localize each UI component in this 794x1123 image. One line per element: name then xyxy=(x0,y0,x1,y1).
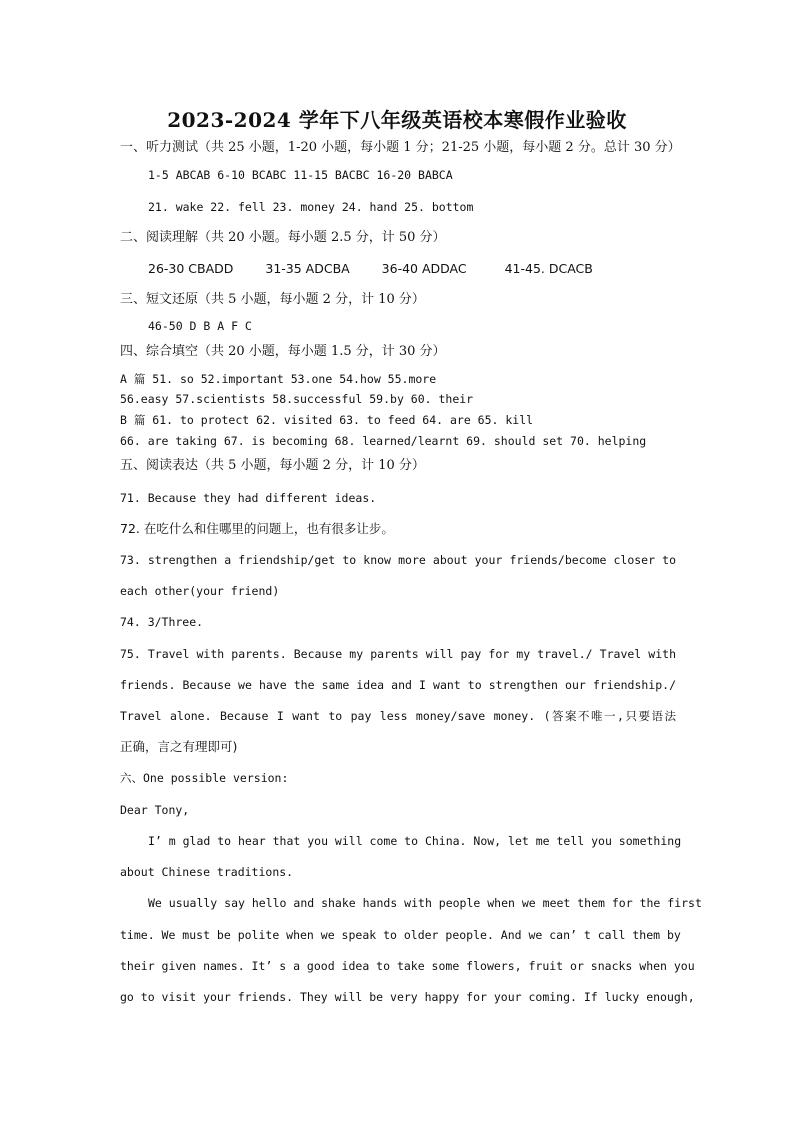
cloze-a-line1: A 篇 51. so 52.important 53.one 54.how 55.more xyxy=(120,372,437,386)
reading-answers xyxy=(148,261,593,277)
listening-answers-row1: 1-5 ABCAB 6-10 BCABC 11-15 BACBC 16-20 BABCA xyxy=(148,168,453,182)
letter-greeting: Dear Tony, xyxy=(120,803,190,817)
answer-73-line1: 73. strengthen a friendship/get to know more about your friends/become closer to xyxy=(120,553,676,567)
answer-73-line2: each other(your friend) xyxy=(120,584,280,598)
cloze-header: 四、综合填空（共 20 小题，每小题 1.5 分，计 30 分） xyxy=(120,344,446,359)
letter-p1-line1: I’ m glad to hear that you will come to China. Now, let me tell you something xyxy=(148,834,682,848)
answer-74: 74. 3/Three. xyxy=(120,615,204,629)
letter-p2-line4: go to visit your friends. They will be very happy for your coming. If lucky enough, xyxy=(120,990,695,1004)
reading-answer-1: 26-30 CBADD xyxy=(148,261,234,276)
restore-answers: 46-50 D B A F C xyxy=(148,319,252,333)
letter-p2-line1: We usually say hello and shake hands with people when we meet them for the first xyxy=(148,896,702,910)
answer-71: 71. Because they had different ideas. xyxy=(120,491,377,505)
reading-answer-3: 36-40 ADDAC xyxy=(381,261,467,276)
letter-p2-line3: their given names. It’ s a good idea to take some flowers, fruit or snacks when you xyxy=(120,959,695,973)
page-title: 2023-2024 学年下八年级英语校本寒假作业验收 xyxy=(167,108,627,132)
expression-header: 五、阅读表达（共 5 小题，每小题 2 分，计 10 分） xyxy=(120,458,425,473)
reading-answer-2: 31-35 ADCBA xyxy=(265,261,350,276)
letter-p2-line2: time. We must be polite when we speak to older people. And we can’ t call them by xyxy=(120,928,681,942)
listening-header: 一、听力测试（共 25 小题，1-20 小题，每小题 1 分；21-25 小题，每小题 2 分。总计 30 分） xyxy=(120,140,681,155)
answer-72: 72. 在吃什么和住哪里的问题上，也有很多让步。 xyxy=(120,521,394,536)
cloze-b-line2: 66. are taking 67. is becoming 68. learned/learnt 69. should set 70. helping xyxy=(120,434,647,448)
answer-75-line2: friends. Because we have the same idea and I want to strengthen our friendship./ xyxy=(120,678,676,692)
letter-p1-line2: about Chinese traditions. xyxy=(120,865,294,879)
reading-header: 二、阅读理解（共 20 小题。每小题 2.5 分，计 50 分） xyxy=(120,230,446,245)
cloze-a-line2: 56.easy 57.scientists 58.successful 59.by 60. their xyxy=(120,392,474,406)
answer-75-line3: Travel alone. Because I want to pay less money/save money. (答案不唯一,只要语法 xyxy=(120,709,676,723)
reading-answer-4: 41-45. DCACB xyxy=(504,261,593,276)
cloze-b-line1: B 篇 61. to protect 62. visited 63. to feed 64. are 65. kill xyxy=(120,413,534,427)
answer-75-line4: 正确，言之有理即可) xyxy=(120,739,238,754)
listening-answers-row2: 21. wake 22. fell 23. money 24. hand 25. bottom xyxy=(148,200,474,214)
restore-header: 三、短文还原（共 5 小题，每小题 2 分，计 10 分） xyxy=(120,292,425,307)
answer-75-line1: 75. Travel with parents. Because my parents will pay for my travel./ Travel with xyxy=(120,647,676,661)
writing-header: 六、One possible version: xyxy=(120,771,289,785)
